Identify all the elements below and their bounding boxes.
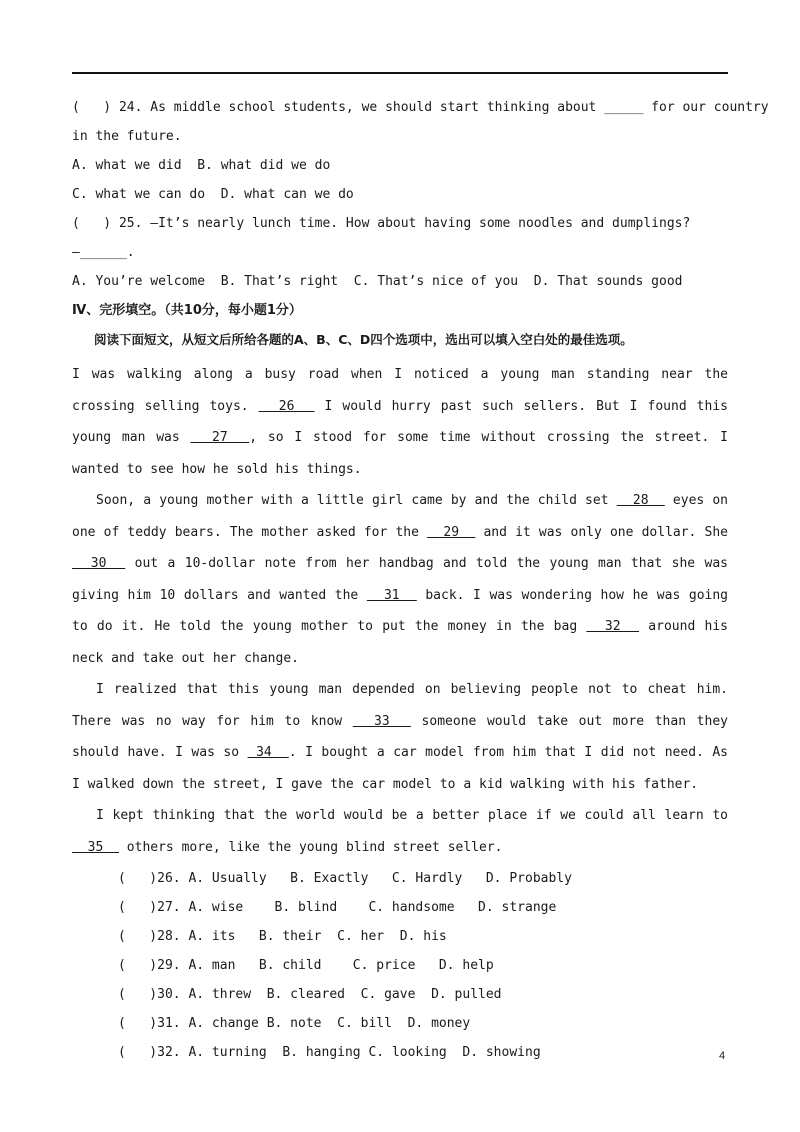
passage-paragraph: [72, 359, 728, 485]
blank-number: 27: [190, 430, 250, 445]
passage-text: out a 10-dollar note from her handbag and told the young man that she was giving him 10 dollars and wanted the: [72, 556, 728, 603]
answer-options: A. what we did B. what did we do: [72, 158, 331, 173]
blank-number: 31: [366, 587, 417, 603]
cloze-option-row: ( )30. A. threw B. cleared C. gave D. pulled: [118, 987, 502, 1002]
cloze-option-row: ( )26. A. Usually B. Exactly C. Hardly D. Probably: [118, 871, 572, 886]
passage-text: Soon, a young mother with a little girl came by and the child set: [96, 493, 617, 508]
passage-text: I was walking along a busy road when I noticed a young man standing near the crossing selling toys.: [72, 367, 728, 414]
passage-text: , so I stood for some time without crossing the street. I wanted to see how he sold his things.: [72, 430, 728, 477]
cloze-passage: [72, 359, 728, 863]
question-text: ( ) 25. —It’s nearly lunch time. How about having some noodles and dumplings?: [72, 216, 691, 231]
question-24: [72, 98, 769, 214]
cloze-option-row: ( )29. A. man B. child C. price D. help: [118, 958, 494, 973]
blank-number: 29: [427, 524, 476, 540]
header-rule: [72, 72, 728, 74]
cloze-option-row: ( )32. A. turning B. hanging C. looking D. showing: [118, 1045, 541, 1060]
blank-number: 33: [352, 713, 411, 729]
passage-text: someone would take out more than they should have. I was so: [72, 713, 728, 760]
passage-text: around his neck and take out her change.: [72, 619, 728, 666]
question-25: [72, 214, 728, 301]
passage-text: others more, like the young blind street seller.: [118, 839, 503, 855]
answer-options: A. You’re welcome B. That’s right C. That’s nice of you D. That sounds good: [72, 274, 683, 289]
section-instruction: 阅读下面短文，从短文后所给各题的A、B、C、D四个选项中，选出可以填入空白处的最佳选项。: [94, 332, 633, 347]
blank-number: 30: [72, 556, 126, 571]
blank-number: 28: [616, 493, 665, 508]
passage-paragraph: [72, 674, 728, 800]
question-text: in the future.: [72, 129, 182, 144]
passage-text: I kept thinking that the world would be a better place if we could all learn to: [96, 808, 728, 823]
passage-paragraph: [72, 485, 728, 674]
question-text: ( ) 24. As middle school students, we should start thinking about _____ for our country: [72, 100, 769, 115]
blank-number: 32: [586, 619, 640, 634]
passage-text: back. I was wondering how he was going to do it. He told the young mother to put the money in the bag: [72, 587, 728, 634]
passage-text: . I bought a car model from him that I did not need. As I walked down the street, I gave the car model to a kid walking with his father.: [72, 745, 729, 792]
answer-options: C. what we can do D. what can we do: [72, 187, 354, 202]
passage-text: and it was only one dollar. She: [475, 524, 729, 540]
blank-number: 26: [258, 398, 315, 414]
answer-blank: —______.: [72, 245, 135, 260]
passage-text: I would hurry past such sellers. But I found this young man was: [72, 398, 728, 445]
cloze-options: [72, 869, 728, 1072]
page-content: [72, 98, 769, 1072]
page-number: 4: [719, 1050, 726, 1062]
passage-text: eyes on one of teddy bears. The mother asked for the: [72, 493, 728, 540]
cloze-option-row: ( )27. A. wise B. blind C. handsome D. strange: [118, 900, 557, 915]
blank-number: 35: [72, 839, 119, 855]
passage-text: I realized that this young man depended on believing people not to cheat him. There was no way for him to know: [72, 682, 728, 729]
cloze-option-row: ( )28. A. its B. their C. her D. his: [118, 929, 447, 944]
blank-number: 34: [247, 745, 289, 760]
section-title: Ⅳ、完形填空。（共10分，每小题1分）: [72, 303, 302, 318]
cloze-option-row: ( )31. A. change B. note C. bill D. money: [118, 1016, 471, 1031]
passage-paragraph: [72, 800, 728, 863]
